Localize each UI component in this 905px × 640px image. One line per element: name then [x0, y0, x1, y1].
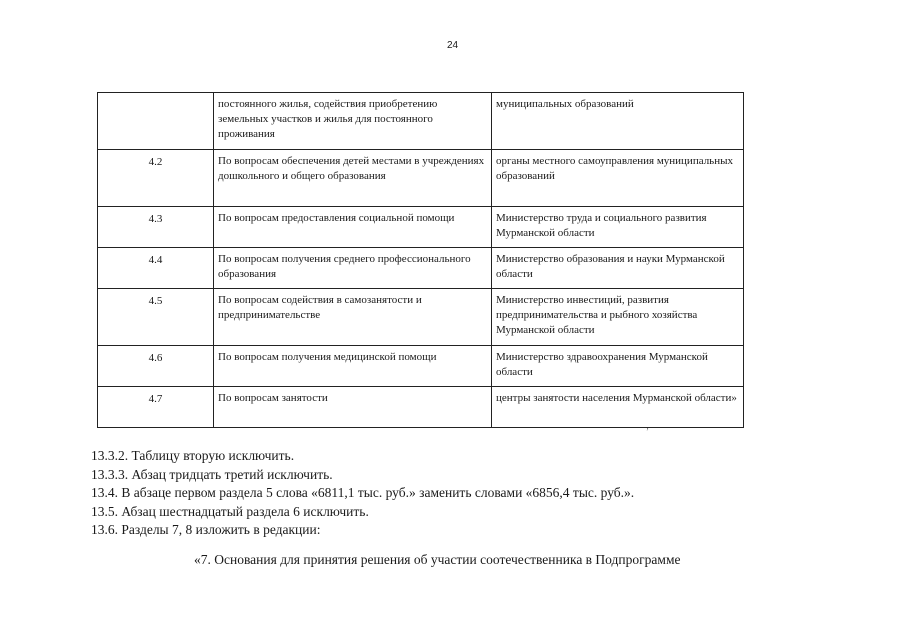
question-cell: По вопросам содействия в самозанятости и предпринимательстве: [214, 289, 492, 346]
question-cell: По вопросам получения медицинской помощи: [214, 346, 492, 387]
authority-cell: муниципальных образований: [492, 93, 744, 150]
row-number: 4.2: [98, 150, 214, 207]
table-row: [98, 207, 744, 248]
row-number: 4.5: [98, 289, 214, 346]
amendment-paragraphs: [91, 447, 791, 540]
table-row: [98, 346, 744, 387]
question-cell: По вопросам получения среднего профессионального образования: [214, 248, 492, 289]
paragraph: 13.3.3. Абзац тридцать третий исключить.: [91, 466, 333, 482]
table-row: [98, 150, 744, 207]
row-number: [98, 93, 214, 150]
section-heading: «7. Основания для принятия решения об участии соотечественника в Подпрограмме: [194, 552, 681, 567]
authority-cell: Министерство инвестиций, развития предпринимательства и рыбного хозяйства Мурманской области: [492, 289, 744, 346]
paragraph: 13.5. Абзац шестнадцатый раздела 6 исключить.: [91, 503, 369, 519]
question-cell: По вопросам предоставления социальной помощи: [214, 207, 492, 248]
paragraph: 13.6. Разделы 7, 8 изложить в редакции:: [91, 522, 321, 537]
row-number: 4.6: [98, 346, 214, 387]
authority-cell: Министерство образования и науки Мурманской области: [492, 248, 744, 289]
authority-cell: центры занятости населения Мурманской области»: [492, 387, 744, 428]
table-row: [98, 289, 744, 346]
page-number: 24: [446, 40, 459, 51]
authority-cell: органы местного самоуправления муниципальных образований: [492, 150, 744, 207]
row-number: 4.3: [98, 207, 214, 248]
question-cell: постоянного жилья, содействия приобретению земельных участков и жилья для постоянного проживания: [214, 93, 492, 150]
table-row: [98, 248, 744, 289]
row-number: 4.4: [98, 248, 214, 289]
paragraph: 13.4. В абзаце первом раздела 5 слова «6811,1 тыс. руб.» заменить словами «6856,4 тыс. руб.».: [91, 485, 635, 500]
paragraph: 13.3.2. Таблицу вторую исключить.: [91, 448, 295, 463]
question-cell: По вопросам занятости: [214, 387, 492, 428]
responsibility-table: [97, 92, 744, 428]
row-number: 4.7: [98, 387, 214, 428]
authority-cell: Министерство здравоохранения Мурманской области: [492, 346, 744, 387]
authority-cell: Министерство труда и социального развития Мурманской области: [492, 207, 744, 248]
scan-mark: ‚: [646, 421, 649, 431]
question-cell: По вопросам обеспечения детей местами в учреждениях дошкольного и общего образования: [214, 150, 492, 207]
table-row: [98, 93, 744, 150]
